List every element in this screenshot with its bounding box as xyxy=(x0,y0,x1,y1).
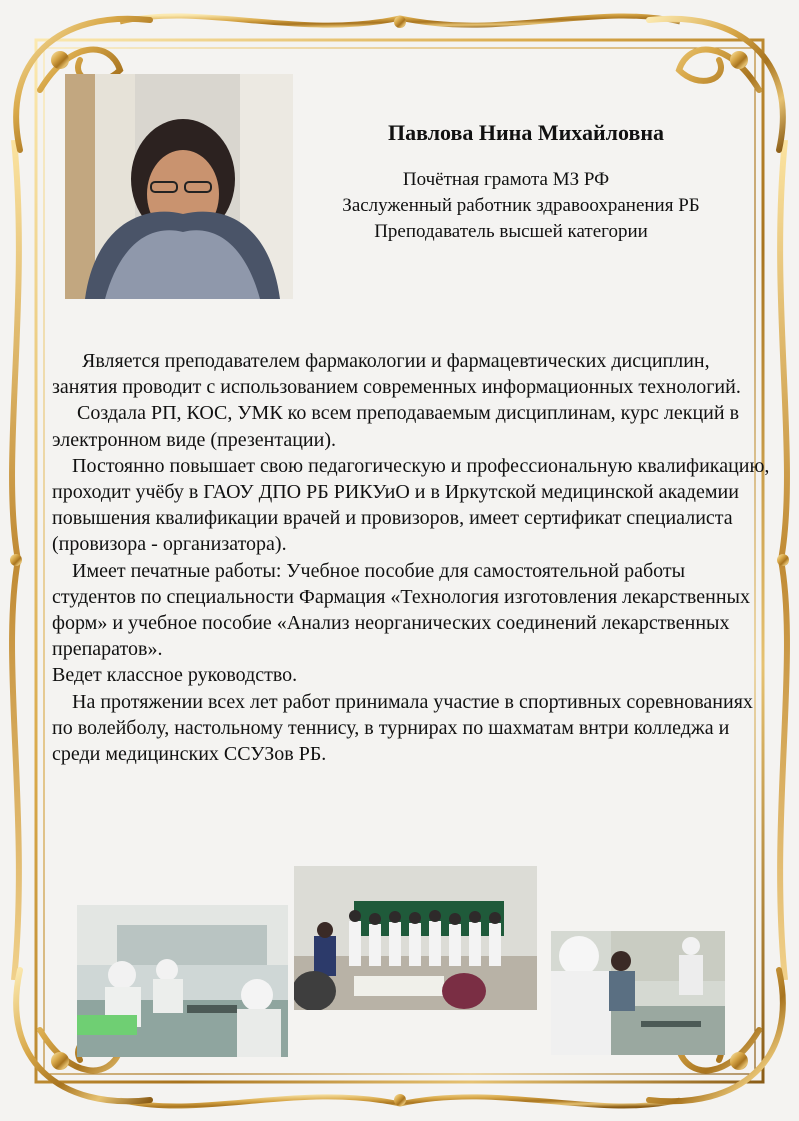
lab-photo-right xyxy=(551,931,725,1055)
biography-text xyxy=(52,348,775,767)
award-line: Заслуженный работник здравоохранения РБ xyxy=(342,195,700,216)
award-line: Преподаватель высшей категории xyxy=(374,221,648,242)
person-name: Павлова Нина Михайловна xyxy=(387,120,665,145)
lab-photo-left xyxy=(77,905,288,1057)
paragraph: Ведет классное руководство. xyxy=(52,664,298,687)
paragraph: Создала РП, КОС, УМК ко всем преподаваемым дисциплинам, курс лекций в электронном виде (презентации). xyxy=(52,402,745,451)
classroom-photo xyxy=(294,866,537,1010)
award-line: Почётная грамота МЗ РФ xyxy=(402,169,610,190)
portrait-photo xyxy=(65,74,293,299)
paragraph: Является преподавателем фармакологии и фармацевтических дисциплин, занятия проводит с использованием современных информационных технологий. xyxy=(52,350,741,399)
paragraph: Имеет печатные работы: Учебное пособие для самостоятельной работы студентов по специальности Фармация «Технология изготовления лекарственных форм» и учебное пособие «Анализ неорганических соединений лекарственных препаратов». xyxy=(52,559,755,661)
paragraph: Постоянно повышает свою педагогическую и профессиональную квалификацию, проходит учёбу в ГАОУ ДПО РБ РИКУиО и в Иркутской медицинской академии повышения квалификации врачей и провизоров, имеет сертификат специалиста (провизора - организатора). xyxy=(52,454,775,556)
paragraph: На протяжении всех лет работ принимала участие в спортивных соревнованиях по волейболу, настольному теннису, в турнирах по шахматам внтри колледжа и среди медицинских ССУЗов РБ. xyxy=(52,690,758,766)
